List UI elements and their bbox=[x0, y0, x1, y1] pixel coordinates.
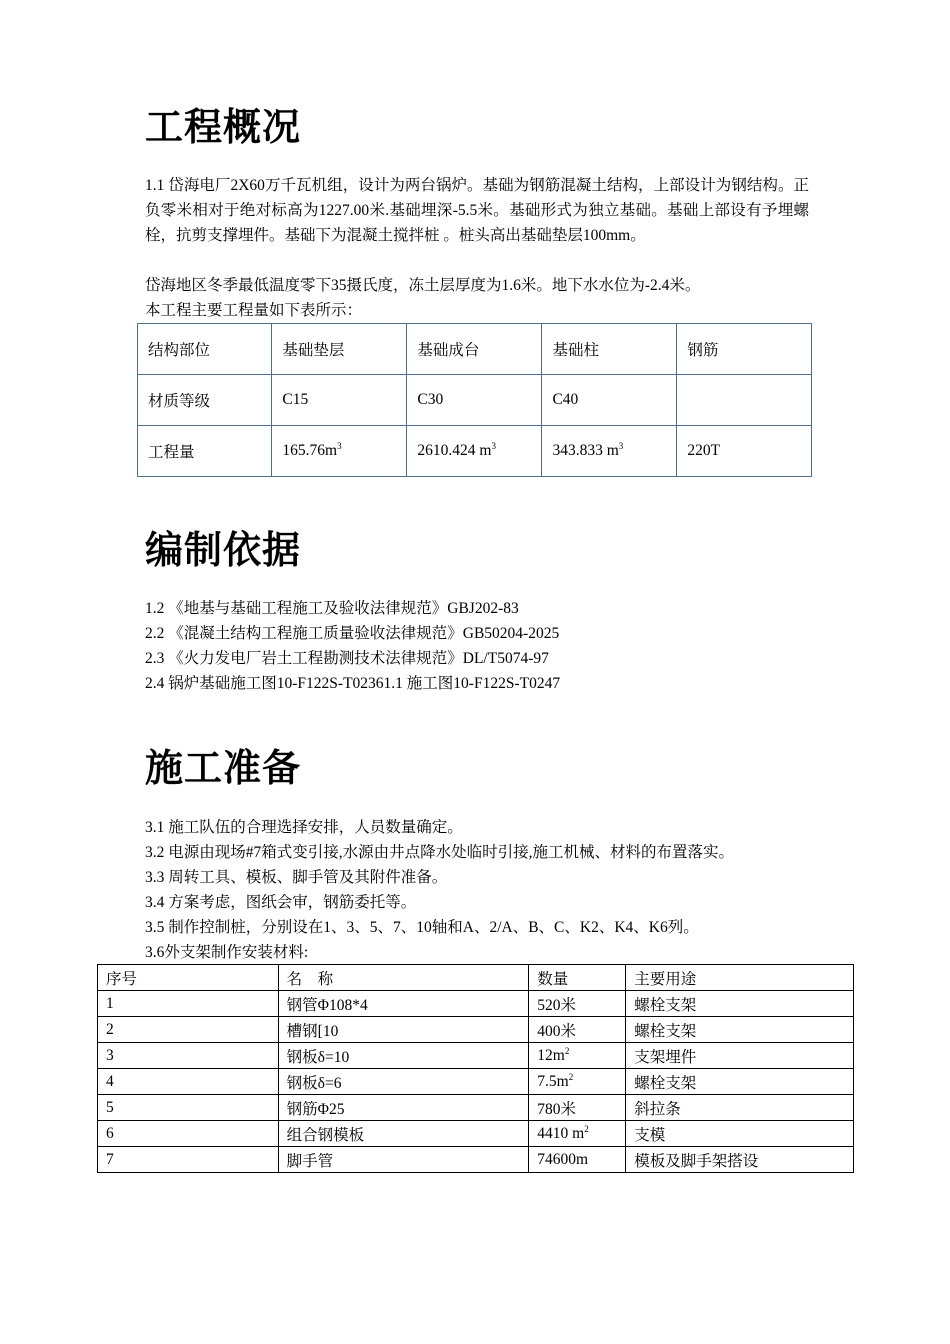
table-cell: C30 bbox=[407, 375, 542, 426]
table-cell: 400米 bbox=[529, 1017, 626, 1043]
table-cell: 6 bbox=[98, 1121, 279, 1147]
table-cell: 钢筋 bbox=[677, 324, 812, 375]
table-row bbox=[98, 991, 854, 1017]
section-title-basis: 编制依据 bbox=[145, 528, 302, 572]
table-cell: 模板及脚手架搭设 bbox=[626, 1147, 854, 1173]
table-cell: 钢板δ=10 bbox=[278, 1043, 529, 1069]
list-item: 3.2 电源由现场#7箱式变引接,水源由井点降水处临时引接,施工机械、材料的布置落实。 bbox=[145, 844, 735, 861]
table-cell: 4 bbox=[98, 1069, 279, 1095]
superscript: 3 bbox=[337, 441, 342, 451]
superscript: 2 bbox=[568, 1071, 574, 1082]
table-cell: 螺栓支架 bbox=[626, 1069, 854, 1095]
table-row bbox=[138, 426, 812, 477]
table-cell: 220T bbox=[677, 426, 812, 477]
superscript: 2 bbox=[564, 1045, 570, 1056]
table-header-cell: 主要用途 bbox=[626, 965, 854, 991]
table-row bbox=[98, 1121, 854, 1147]
cell-value: 2610.424 m bbox=[417, 442, 492, 459]
table-row bbox=[98, 1017, 854, 1043]
table-cell bbox=[542, 426, 677, 477]
list-item: 3.6外支架制作安装材料: bbox=[145, 944, 309, 961]
superscript: 3 bbox=[491, 441, 496, 451]
table-cell bbox=[272, 426, 407, 477]
table-cell: 结构部位 bbox=[138, 324, 272, 375]
table-cell: 基础垫层 bbox=[272, 324, 407, 375]
table-cell: C15 bbox=[272, 375, 407, 426]
cell-value: 12m bbox=[537, 1046, 565, 1064]
table-cell: 1 bbox=[98, 991, 279, 1017]
superscript: 3 bbox=[618, 441, 624, 451]
table-cell bbox=[677, 375, 812, 426]
table-row bbox=[98, 1043, 854, 1069]
climate-paragraph: 岱海地区冬季最低温度零下35摄氏度，冻土层厚度为1.6米。地下水水位为-2.4米。 bbox=[145, 277, 701, 294]
list-item: 3.5 制作控制桩，分别设在1、3、5、7、10轴和A、2/A、B、C、K2、K4、K6列。 bbox=[145, 919, 699, 936]
table-cell bbox=[529, 1121, 626, 1147]
table-cell: 基础柱 bbox=[542, 324, 677, 375]
table-cell: 斜拉条 bbox=[626, 1095, 854, 1121]
table-cell: 螺栓支架 bbox=[626, 991, 854, 1017]
table-header-row bbox=[98, 965, 854, 991]
table-cell: 支架埋件 bbox=[626, 1043, 854, 1069]
table-cell: 钢筋Φ25 bbox=[278, 1095, 529, 1121]
table-cell: 780米 bbox=[529, 1095, 626, 1121]
table-cell: 基础成台 bbox=[407, 324, 542, 375]
list-item: 3.1 施工队伍的合理选择安排，人员数量确定。 bbox=[145, 819, 463, 836]
materials-table bbox=[97, 964, 854, 1173]
cell-value: 343.833 m bbox=[552, 442, 619, 459]
table-header-cell: 序号 bbox=[98, 965, 279, 991]
table-cell: 2 bbox=[98, 1017, 279, 1043]
cell-value: 165.76m bbox=[282, 442, 338, 459]
table-cell: 支模 bbox=[626, 1121, 854, 1147]
table-cell: 5 bbox=[98, 1095, 279, 1121]
list-item: 1.2 《地基与基础工程施工及验收法律规范》GBJ202-83 bbox=[145, 600, 519, 617]
table-cell: 组合钢模板 bbox=[278, 1121, 529, 1147]
table-header-cell: 数量 bbox=[529, 965, 626, 991]
table-row bbox=[138, 375, 812, 426]
cell-value: 7.5m bbox=[537, 1072, 569, 1090]
table-cell: 520米 bbox=[529, 991, 626, 1017]
table-row bbox=[98, 1147, 854, 1173]
table-cell: 3 bbox=[98, 1043, 279, 1069]
table-cell: 钢管Φ108*4 bbox=[278, 991, 529, 1017]
table-intro: 本工程主要工程量如下表所示： bbox=[145, 302, 363, 319]
table-row bbox=[98, 1069, 854, 1095]
table-cell bbox=[529, 1069, 626, 1095]
table-cell: 脚手管 bbox=[278, 1147, 529, 1173]
overview-paragraph: 1.1 岱海电厂2X60万千瓦机组，设计为两台锅炉。基础为钢筋混凝土结构，上部设计为钢结构。正负零米相对于绝对标高为1227.00米.基础埋深-5.5米。基础形式为独立基础。基础上部设有予埋螺栓，抗剪支撑埋件。基础下为混凝土搅拌桩 。桩头高出基础垫层100mm。 bbox=[145, 177, 809, 244]
cell-value: 4410 m bbox=[537, 1124, 585, 1142]
table-row bbox=[138, 324, 812, 375]
list-item: 3.4 方案考虑，图纸会审，钢筋委托等。 bbox=[145, 894, 417, 911]
section-title-overview: 工程概况 bbox=[145, 105, 302, 149]
table-row bbox=[98, 1095, 854, 1121]
table-cell: 螺栓支架 bbox=[626, 1017, 854, 1043]
list-item: 2.4 锅炉基础施工图10-F122S-T02361.1 施工图10-F122S-T0247 bbox=[145, 675, 561, 692]
table-cell: 工程量 bbox=[138, 426, 272, 477]
table-cell: C40 bbox=[542, 375, 677, 426]
section-title-preparation: 施工准备 bbox=[145, 746, 302, 790]
table-cell bbox=[529, 1043, 626, 1069]
quantity-table bbox=[137, 323, 812, 477]
table-header-cell: 名 称 bbox=[278, 965, 529, 991]
table-cell bbox=[407, 426, 542, 477]
table-cell: 钢板δ=6 bbox=[278, 1069, 529, 1095]
table-cell: 7 bbox=[98, 1147, 279, 1173]
list-item: 3.3 周转工具、模板、脚手管及其附件准备。 bbox=[145, 869, 448, 886]
table-cell: 槽钢[10 bbox=[278, 1017, 529, 1043]
superscript: 2 bbox=[584, 1123, 589, 1134]
list-item: 2.3 《火力发电厂岩土工程勘测技术法律规范》DL/T5074-97 bbox=[145, 650, 549, 667]
list-item: 2.2 《混凝土结构工程施工质量验收法律规范》GB50204-2025 bbox=[145, 625, 560, 642]
table-cell: 材质等级 bbox=[138, 375, 272, 426]
table-cell: 74600m bbox=[529, 1147, 626, 1173]
